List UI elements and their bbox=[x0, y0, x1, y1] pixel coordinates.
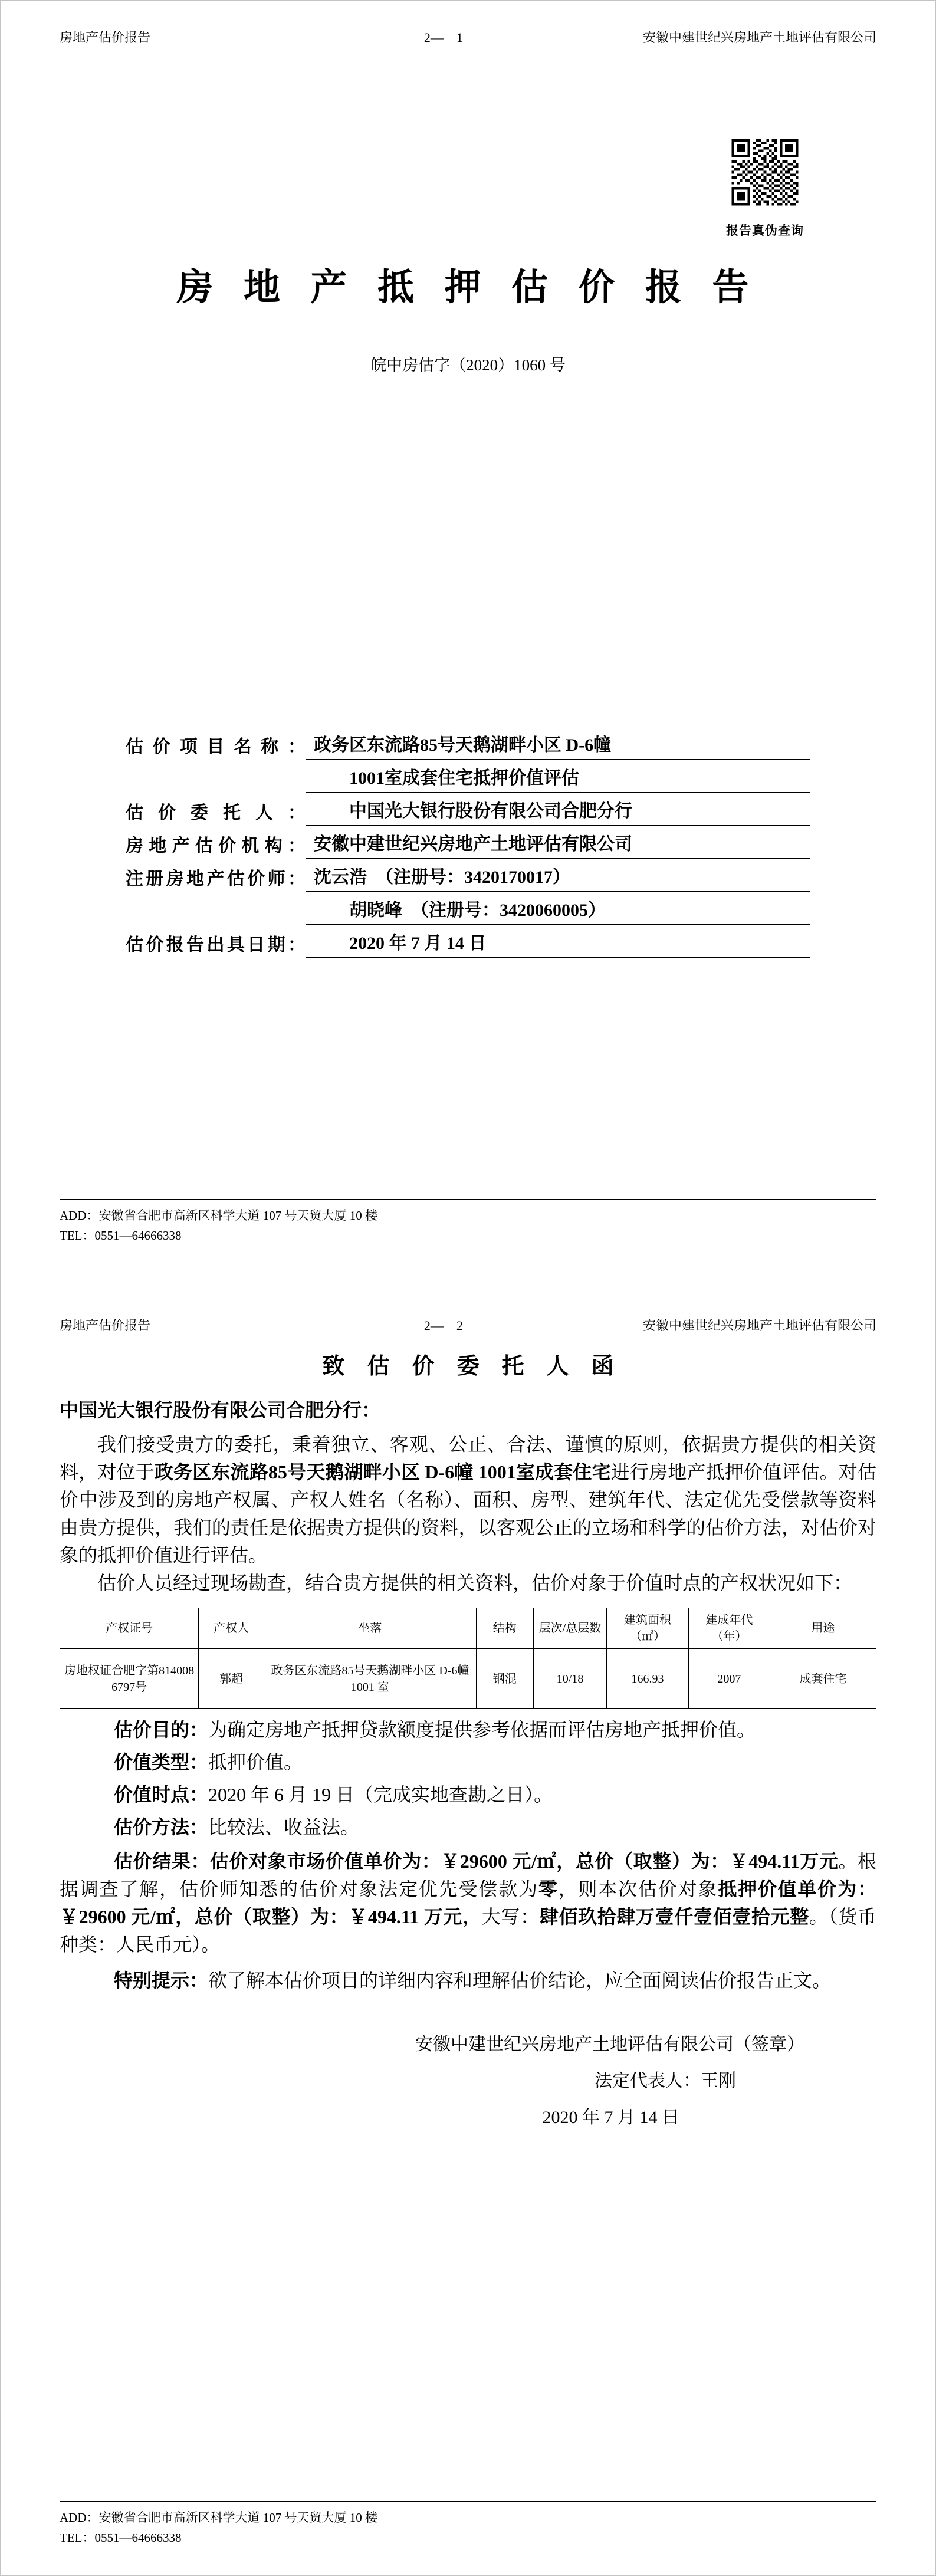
result-text: ，则本次估价对象 bbox=[558, 1878, 718, 1900]
field-appraiser-label: 注册房地产估价师： bbox=[126, 869, 306, 889]
paragraph-text: 进行房地产抵押价值评估。对估价中涉及到的房地产权属、产权人姓名（名称）、面积、房型、建筑年代、法定优先受偿款等资料由贵方提供，我们的责任是依据贵方提供的资料，以客观公正的立场和科学的估价方法，对估价对象的抵押价值进行评估。 bbox=[60, 1461, 876, 1566]
col-area: 建筑面积（㎡） bbox=[607, 1608, 688, 1649]
item-label: 价值类型： bbox=[114, 1752, 209, 1773]
field-report-date-label: 估价报告出具日期： bbox=[126, 935, 306, 955]
col-floor: 层次/总层数 bbox=[533, 1608, 607, 1649]
field-project-name-cont bbox=[126, 760, 810, 793]
item-text: 2020 年 6 月 19 日（完成实地查勘之日）。 bbox=[208, 1784, 553, 1805]
field-client-label: 估价委托人： bbox=[126, 803, 306, 823]
field-appraiser-2 bbox=[126, 892, 810, 925]
result-priority-zero: 零 bbox=[538, 1878, 559, 1900]
field-appraiser-1-value: 沈云浩 （注册号：3420170017） bbox=[306, 862, 810, 892]
field-project-name-value-2: 1001室成套住宅抵押价值评估 bbox=[306, 763, 810, 793]
cell-year-built: 2007 bbox=[688, 1649, 770, 1709]
appraisal-items bbox=[60, 1716, 876, 1841]
field-project-name bbox=[126, 727, 810, 760]
page-1-cover bbox=[1, 1, 935, 1289]
item-label: 估价方法： bbox=[114, 1816, 209, 1838]
field-client bbox=[126, 793, 810, 826]
signature-block bbox=[60, 2026, 876, 2136]
page-footer bbox=[60, 1199, 876, 1246]
special-note-label: 特别提示： bbox=[114, 1970, 209, 1991]
item-text: 抵押价值。 bbox=[208, 1752, 303, 1773]
col-year-built: 建成年代（年） bbox=[688, 1608, 770, 1649]
page-footer bbox=[60, 2501, 876, 2548]
letter-paragraph-2: 估价人员经过现场勘查，结合贵方提供的相关资料，估价对象于价值时点的产权状况如下： bbox=[97, 1572, 853, 1593]
result-amount-capital: 肆佰玖拾肆万壹仟壹佰壹拾元整 bbox=[539, 1906, 809, 1927]
item-value-date bbox=[60, 1781, 876, 1808]
footer-address: ADD：安徽省合肥市高新区科学大道 107 号天贸大厦 10 楼 bbox=[60, 1208, 377, 1223]
result-label: 估价结果： bbox=[114, 1851, 211, 1872]
col-structure: 结构 bbox=[476, 1608, 533, 1649]
footer-tel: TEL：0551—64666338 bbox=[60, 2531, 182, 2545]
cell-owner: 郭超 bbox=[199, 1649, 264, 1709]
field-project-name-label: 估价项目名称： bbox=[126, 737, 306, 757]
field-project-name-value: 政务区东流路85号天鹅湖畔小区 D-6幢 bbox=[306, 730, 810, 760]
header-doc-type: 房地产估价报告 bbox=[60, 1318, 151, 1333]
item-label: 估价目的： bbox=[114, 1719, 209, 1740]
special-note-text: 欲了解本估价项目的详细内容和理解估价结论，应全面阅读估价报告正文。 bbox=[208, 1970, 832, 1991]
col-owner: 产权人 bbox=[199, 1608, 264, 1649]
field-agency-label: 房地产估价机构： bbox=[126, 836, 306, 856]
result-text: 。根据调查了解，估价师知悉的估价对象法定优先受偿款为 bbox=[60, 1851, 876, 1900]
result-market-value: 估价对象市场价值单价为：￥29600 元/㎡，总价（取整）为：￥494.11万元 bbox=[210, 1851, 839, 1872]
qr-code-icon bbox=[729, 136, 801, 208]
item-label: 价值时点： bbox=[114, 1784, 209, 1805]
signature-date: 2020 年 7 月 14 日 bbox=[542, 2108, 679, 2127]
result-text: ，大写： bbox=[462, 1906, 540, 1927]
header-company: 安徽中建世纪兴房地产土地评估有限公司 bbox=[642, 30, 876, 45]
appraisal-subject: 政务区东流路85号天鹅湖畔小区 D-6幢 1001室成套住宅 bbox=[154, 1461, 611, 1483]
letter-body bbox=[60, 1348, 876, 2136]
signature-company: 安徽中建世纪兴房地产土地评估有限公司（签章） bbox=[415, 2035, 804, 2054]
field-report-date-value: 2020 年 7 月 14 日 bbox=[306, 928, 810, 958]
header-page-number: 2— 1 bbox=[423, 30, 463, 45]
cell-structure: 钢混 bbox=[476, 1649, 533, 1709]
field-report-date bbox=[126, 925, 810, 958]
footer-address: ADD：安徽省合肥市高新区科学大道 107 号天贸大厦 10 楼 bbox=[60, 2511, 377, 2525]
table-header-row bbox=[60, 1608, 876, 1649]
letter-salutation: 中国光大银行股份有限公司合肥分行： bbox=[60, 1399, 381, 1421]
qr-block bbox=[724, 136, 806, 239]
cell-area: 166.93 bbox=[607, 1649, 688, 1709]
field-appraiser-2-value: 胡晓峰 （注册号：3420060005） bbox=[306, 895, 810, 925]
page-2-letter bbox=[1, 1289, 935, 2576]
page-header bbox=[60, 28, 876, 51]
cell-use: 成套住宅 bbox=[770, 1649, 876, 1709]
header-doc-type: 房地产估价报告 bbox=[60, 30, 151, 45]
col-use: 用途 bbox=[770, 1608, 876, 1649]
qr-caption: 报告真伪查询 bbox=[726, 224, 804, 238]
field-appraiser-1 bbox=[126, 859, 810, 892]
item-text: 为确定房地产抵押贷款额度提供参考依据而评估房地产抵押价值。 bbox=[208, 1719, 756, 1740]
table-row bbox=[60, 1649, 876, 1709]
cover-fields bbox=[126, 727, 810, 958]
result-mortgage-value: 抵押价值单价为：￥29600 元/㎡，总价（取整）为：￥494.11 万元 bbox=[60, 1878, 876, 1927]
item-method bbox=[60, 1813, 876, 1841]
cell-location: 政务区东流路85号天鹅湖畔小区 D-6幢 1001 室 bbox=[264, 1649, 476, 1709]
appraisal-result bbox=[60, 1848, 876, 1959]
page-header bbox=[60, 1316, 876, 1339]
cell-floor: 10/18 bbox=[533, 1649, 607, 1709]
col-cert-number: 产权证号 bbox=[60, 1608, 199, 1649]
field-client-value: 中国光大银行股份有限公司合肥分行 bbox=[306, 796, 810, 826]
header-company: 安徽中建世纪兴房地产土地评估有限公司 bbox=[642, 1318, 876, 1333]
footer-tel: TEL：0551—64666338 bbox=[60, 1228, 182, 1243]
col-location: 坐落 bbox=[264, 1608, 476, 1649]
header-page-number: 2— 2 bbox=[423, 1318, 463, 1333]
result-text: 。（货币种类：人民币元）。 bbox=[60, 1906, 876, 1955]
letter-title: 致 估 价 委 托 人 函 bbox=[322, 1354, 614, 1379]
item-value-type bbox=[60, 1749, 876, 1776]
item-purpose bbox=[60, 1716, 876, 1743]
item-text: 比较法、收益法。 bbox=[208, 1816, 360, 1838]
letter-paragraph-1 bbox=[60, 1431, 876, 1569]
property-rights-table bbox=[60, 1608, 876, 1709]
report-title: 房 地 产 抵 押 估 价 报 告 bbox=[176, 268, 760, 308]
field-agency-value: 安徽中建世纪兴房地产土地评估有限公司 bbox=[306, 829, 810, 859]
cell-cert-number: 房地权证合肥字第8140086797号 bbox=[60, 1649, 199, 1709]
signature-legal-rep: 法定代表人：王刚 bbox=[595, 2071, 736, 2091]
paragraph-text: 我们接受贵方的委托，秉着独立、客观、公正、合法、谨慎的原则，依据贵方提供的相关资料，对位于 bbox=[60, 1434, 876, 1483]
report-number: 皖中房估字（2020）1060 号 bbox=[370, 356, 566, 374]
special-note bbox=[60, 1967, 876, 1995]
field-agency bbox=[126, 826, 810, 859]
